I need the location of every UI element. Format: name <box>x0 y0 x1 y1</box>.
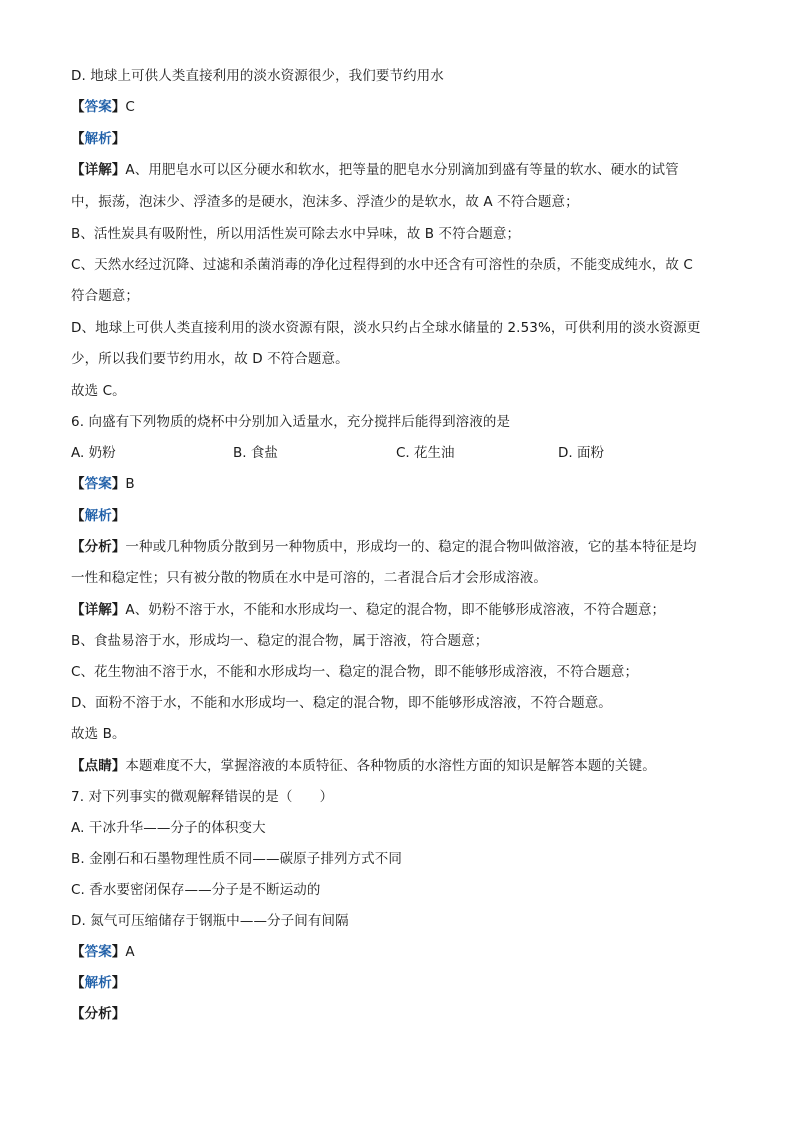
q6-analysis-heading <box>71 506 721 526</box>
q5-conclusion: 故选 C。 <box>71 383 126 399</box>
dianjing-tag: 【点睛】 <box>71 758 126 774</box>
q7-stem: 7. 对下列事实的微观解释错误的是（ ） <box>71 789 334 805</box>
answer-tag: 【答案】 <box>71 476 126 492</box>
answer-tag: 【答案】 <box>71 944 126 960</box>
q7-option-c: C. 香水要密闭保存——分子是不断运动的 <box>71 882 321 898</box>
detail-tag: 【详解】 <box>71 602 126 618</box>
q5-detail-d-line2: 少，所以我们要节约用水，故 D 不符合题意。 <box>71 351 349 367</box>
q6-detail-b: B、食盐易溶于水，形成均一、稳定的混合物，属于溶液，符合题意； <box>71 633 489 649</box>
q7-analysis-heading <box>71 973 721 993</box>
q7-answer-value: A <box>125 944 135 960</box>
q6-option-a: A. 奶粉 <box>71 445 116 461</box>
q5-detail-b: B、活性炭具有吸附性，所以用活性炭可除去水中异味，故 B 不符合题意； <box>71 226 521 242</box>
q7-option-a: A. 干冰升华——分子的体积变大 <box>71 820 266 836</box>
analysis-tag: 【解析】 <box>71 508 126 524</box>
q5-answer-value: C <box>125 99 135 115</box>
q6-option-b: B. 食盐 <box>233 445 278 461</box>
fenxi-tag: 【分析】 <box>71 1006 126 1022</box>
q7-option-b: B. 金刚石和石墨物理性质不同——碳原子排列方式不同 <box>71 851 402 867</box>
q6-detail-a: 【详解】A、奶粉不溶于水，不能和水形成均一、稳定的混合物，即不能够形成溶液，不符合题意； <box>71 602 666 618</box>
q5-option-d: D. 地球上可供人类直接利用的淡水资源很少，我们要节约用水 <box>71 68 444 84</box>
q7-option-d: D. 氮气可压缩储存于钢瓶中——分子间有间隔 <box>71 913 349 929</box>
q7-answer-line <box>71 942 721 962</box>
q6-option-c: C. 花生油 <box>396 445 455 461</box>
q5-detail-c-line2: 符合题意； <box>71 288 139 304</box>
q5-analysis-heading <box>71 129 721 149</box>
q6-detail-c: C、花生物油不溶于水，不能和水形成均一、稳定的混合物，即不能够形成溶液，不符合题意； <box>71 664 639 680</box>
q6-conclusion: 故选 B。 <box>71 726 126 742</box>
q5-answer-line <box>71 97 721 117</box>
q6-option-d: D. 面粉 <box>558 445 604 461</box>
q6-fenxi-line2: 一性和稳定性；只有被分散的物质在水中是可溶的，二者混合后才会形成溶液。 <box>71 570 547 586</box>
detail-tag: 【详解】 <box>71 162 126 178</box>
q5-detail-c-line1: C、天然水经过沉降、过滤和杀菌消毒的净化过程得到的水中还含有可溶性的杂质，不能变成纯水，故 C <box>71 257 693 273</box>
q5-detail-a-line2: 中，振荡，泡沫少、浮渣多的是硬水，泡沫多、浮渣少的是软水，故 A 不符合题意； <box>71 194 579 210</box>
fenxi-tag: 【分析】 <box>71 539 126 555</box>
q6-fenxi-line1: 【分析】一种或几种物质分散到另一种物质中，形成均一的、稳定的混合物叫做溶液，它的基本特征是均 <box>71 539 697 555</box>
answer-tag: 【答案】 <box>71 99 126 115</box>
q6-stem: 6. 向盛有下列物质的烧杯中分别加入适量水，充分搅拌后能得到溶液的是 <box>71 414 511 430</box>
q6-detail-d: D、面粉不溶于水，不能和水形成均一、稳定的混合物，即不能够形成溶液，不符合题意。 <box>71 695 612 711</box>
analysis-tag: 【解析】 <box>71 131 126 147</box>
q6-answer-value: B <box>125 476 135 492</box>
analysis-tag: 【解析】 <box>71 975 126 991</box>
q7-fenxi-heading <box>71 1004 721 1024</box>
q5-detail-a-line1: 【详解】A、用肥皂水可以区分硬水和软水，把等量的肥皂水分别滴加到盛有等量的软水、硬水的试管 <box>71 162 679 178</box>
q6-dianjing: 【点睛】本题难度不大，掌握溶液的本质特征、各种物质的水溶性方面的知识是解答本题的关键。 <box>71 758 656 774</box>
q5-detail-d-line1: D、地球上可供人类直接利用的淡水资源有限，淡水只约占全球水储量的 2.53%，可供利用的淡水资源更 <box>71 320 701 336</box>
q6-answer-line <box>71 474 721 494</box>
